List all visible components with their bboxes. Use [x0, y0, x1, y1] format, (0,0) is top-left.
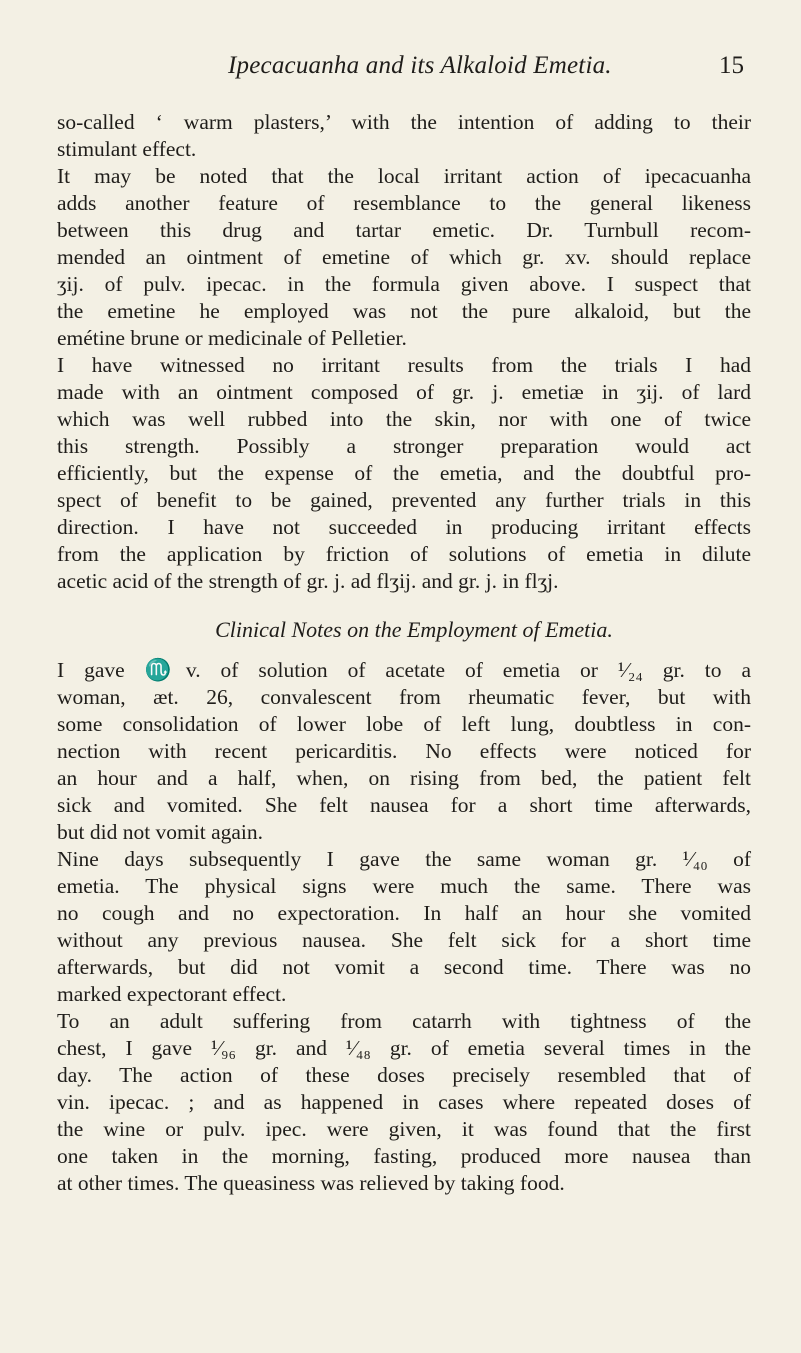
text-line: from the application by friction of solutions of emetia in dilute [57, 542, 751, 566]
text-line: direction. I have not succeeded in producing irritant effects [57, 515, 751, 539]
text-line: woman, æt. 26, convalescent from rheumatic fever, but with [57, 685, 751, 709]
text-line: between this drug and tartar emetic. Dr. Turnbull recom- [57, 218, 751, 242]
text-line: one taken in the morning, fasting, produced more nausea than [57, 1144, 751, 1168]
text-line: some consolidation of lower lobe of left lung, doubtless in con- [57, 712, 751, 736]
text-line: day. The action of these doses precisely resembled that of [57, 1063, 751, 1087]
text-line: no cough and no expectoration. In half an hour she vomited [57, 901, 751, 925]
text-line: which was well rubbed into the skin, nor with one of twice [57, 407, 751, 431]
section-gap [57, 595, 751, 615]
text-line: vin. ipecac. ; and as happened in cases where repeated doses of [57, 1090, 751, 1114]
text-line: at other times. The queasiness was relieved by taking food. [57, 1171, 565, 1195]
text-line: afterwards, but did not vomit a second time. There was no [57, 955, 751, 979]
text-line: acetic acid of the strength of gr. j. ad flʒij. and gr. j. in flʒj. [57, 569, 559, 593]
text-line: stimulant effect. [57, 137, 197, 161]
text-line: It may be noted that the local irritant action of ipecacuanha [57, 164, 751, 188]
text-line: nection with recent pericarditis. No effects were noticed for [57, 739, 751, 763]
text-line: an hour and a half, when, on rising from bed, the patient felt [57, 766, 751, 790]
text-line: spect of benefit to be gained, prevented any further trials in this [57, 488, 751, 512]
text-line: the emetine he employed was not the pure alkaloid, but the [57, 299, 751, 323]
text-line: so-called ‘ warm plasters,’ with the intention of adding to their [57, 110, 751, 134]
page-number: 15 [719, 52, 744, 79]
text-line: chest, I gave ¹⁄₉₆ gr. and ¹⁄₄₈ gr. of emetia several times in the [57, 1036, 751, 1060]
text-line: without any previous nausea. She felt sick for a short time [57, 928, 751, 952]
text-line: marked expectorant effect. [57, 982, 287, 1006]
section-gap [57, 645, 751, 657]
text-line: I have witnessed no irritant results from the trials I had [57, 353, 751, 377]
text-line: the wine or pulv. ipec. were given, it was found that the first [57, 1117, 751, 1141]
text-line: made with an ointment composed of gr. j. emetiæ in ʒij. of lard [57, 380, 751, 404]
text-line: mended an ointment of emetine of which gr. xv. should replace [57, 245, 751, 269]
text-line: sick and vomited. She felt nausea for a short time afterwards, [57, 793, 751, 817]
text-line: ʒij. of pulv. ipecac. in the formula given above. I suspect that [57, 272, 751, 296]
text-line: but did not vomit again. [57, 820, 264, 844]
text-line: emetia. The physical signs were much the same. There was [57, 874, 751, 898]
text-line: Nine days subsequently I gave the same woman gr. ¹⁄₄₀ of [57, 847, 751, 871]
text-line: adds another feature of resemblance to the general likeness [57, 191, 751, 215]
text-line: efficiently, but the expense of the emetia, and the doubtful pro- [57, 461, 751, 485]
body-text [57, 109, 751, 1197]
text-line: To an adult suffering from catarrh with tightness of the [57, 1009, 751, 1033]
text-line: this strength. Possibly a stronger preparation would act [57, 434, 751, 458]
text-line: I gave ♏v. of solution of acetate of emetia or ¹⁄₂₄ gr. to a [57, 658, 751, 682]
running-title: Ipecacuanha and its Alkaloid Emetia. [228, 52, 612, 79]
text-line: emétine brune or medicinale of Pelletier. [57, 326, 407, 350]
running-head [0, 52, 801, 82]
section-heading: Clinical Notes on the Employment of Emetia. [215, 617, 613, 642]
